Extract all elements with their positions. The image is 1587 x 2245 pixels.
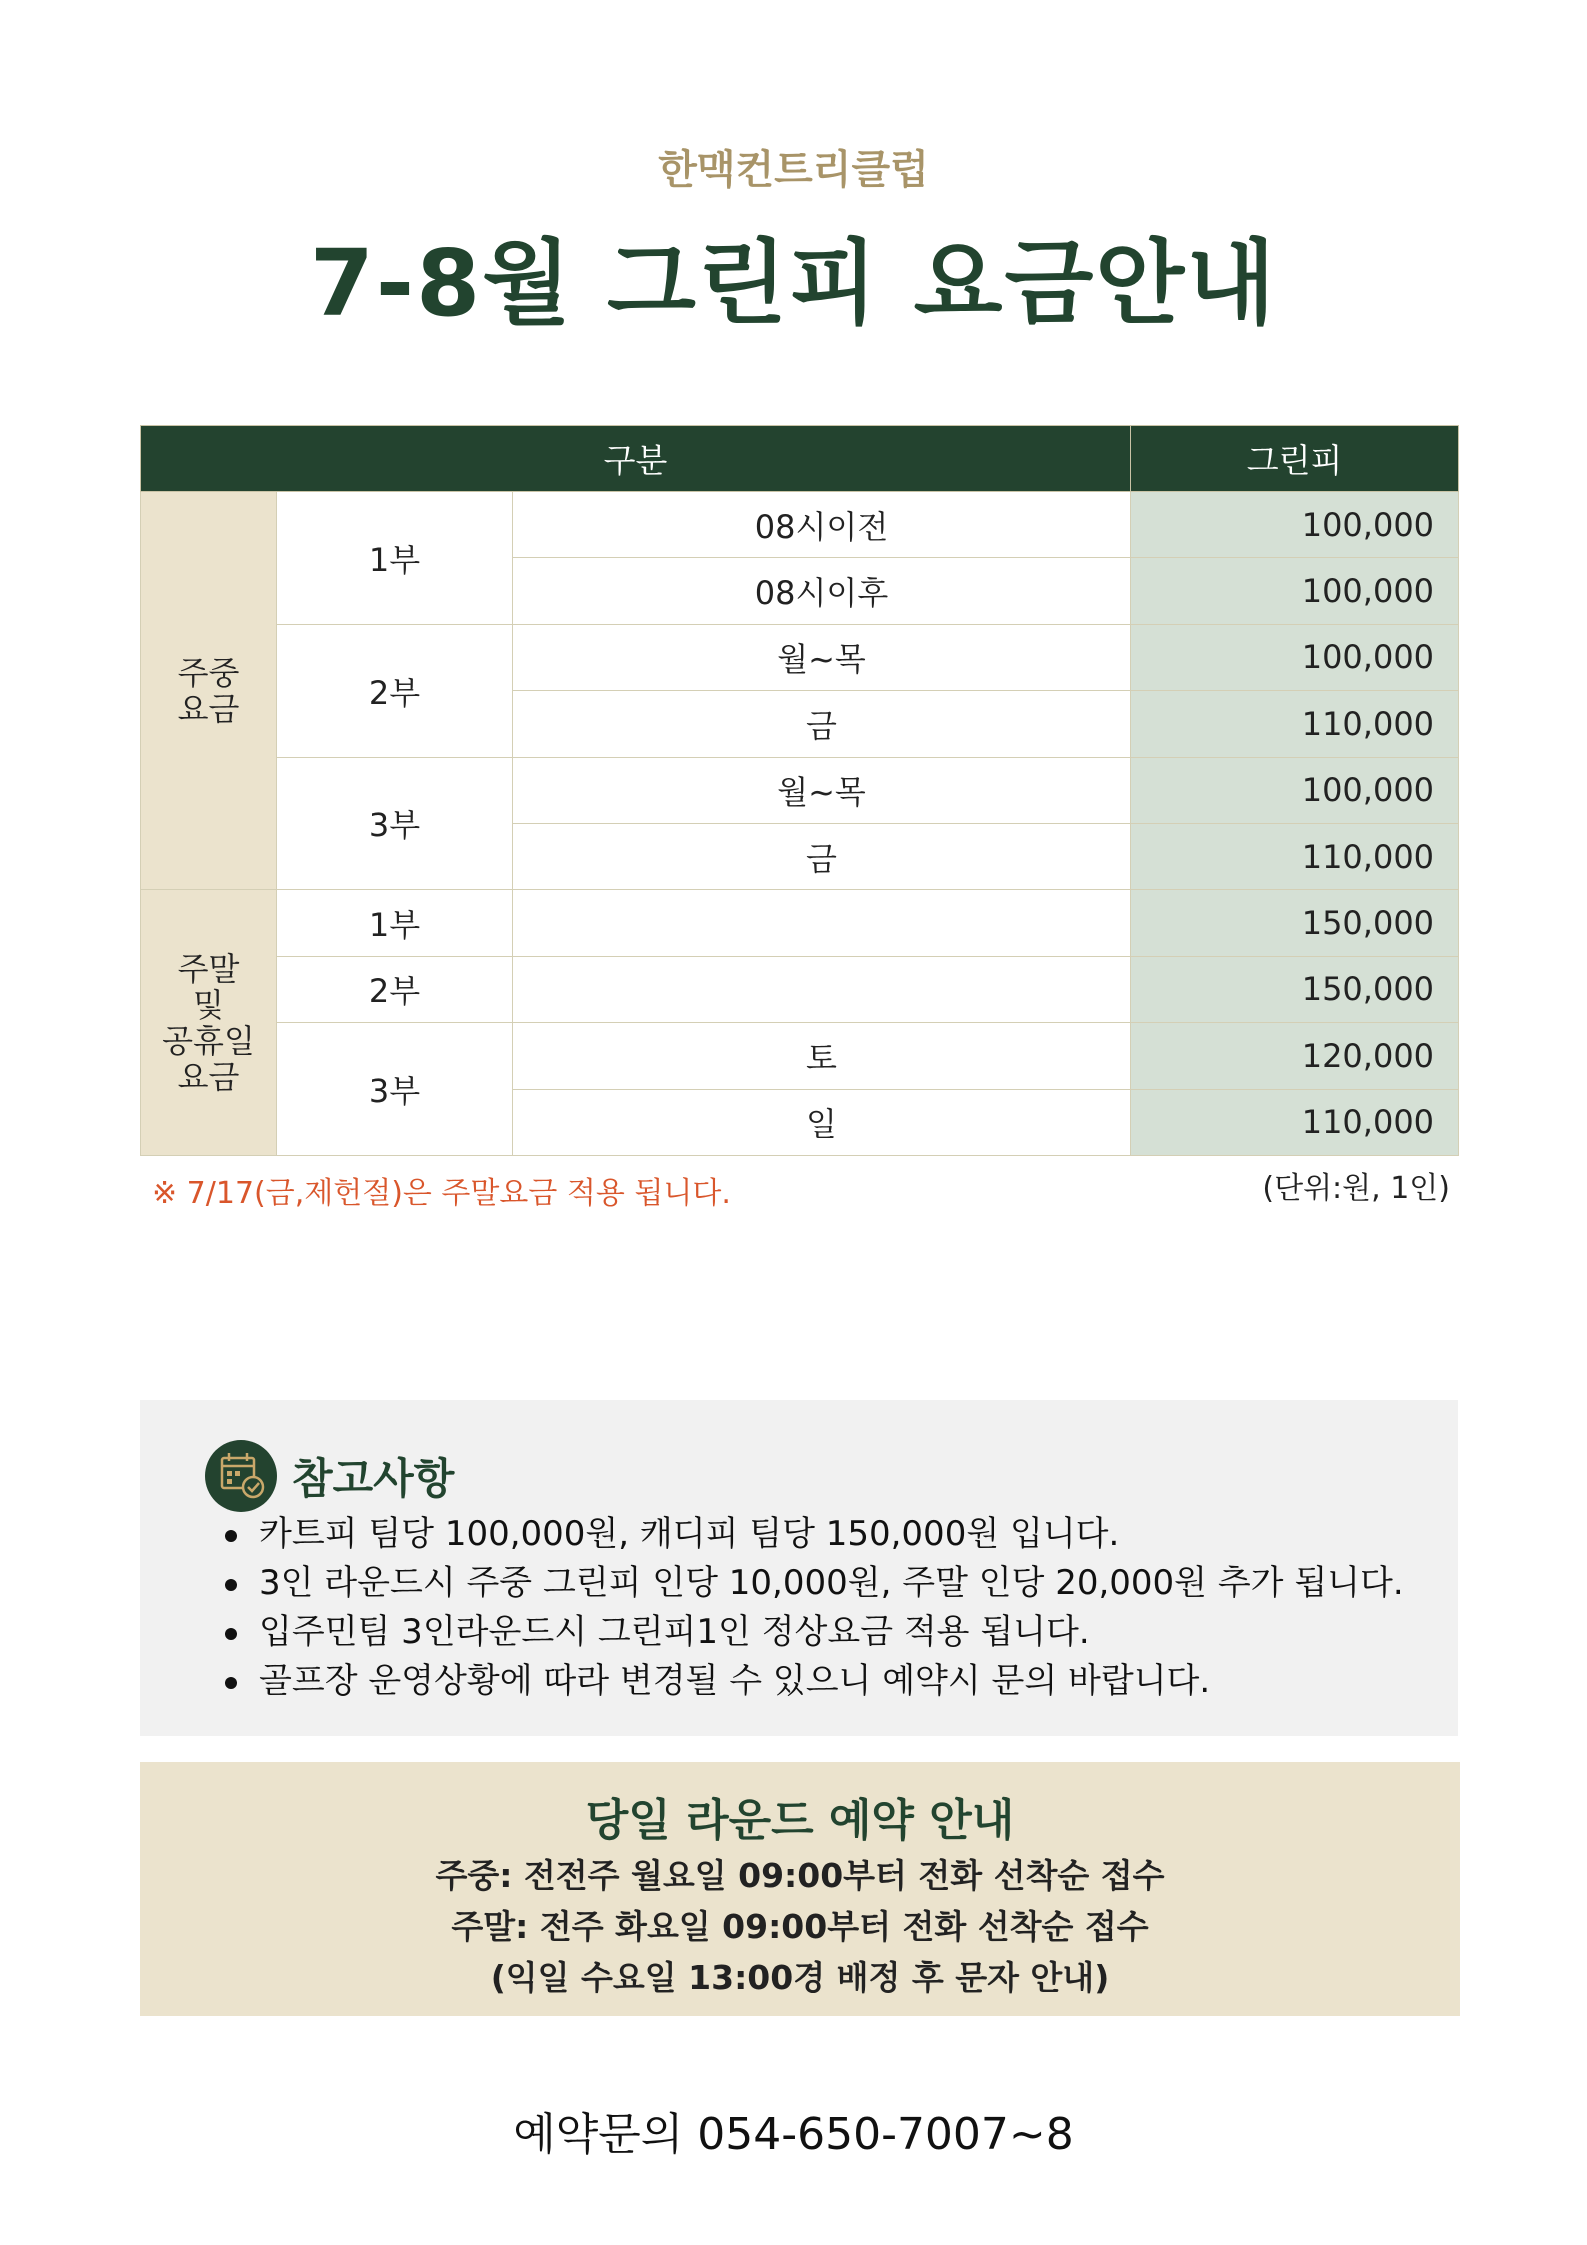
time-cell (513, 956, 1131, 1022)
time-cell: 08시이후 (513, 558, 1131, 624)
table-row (141, 757, 1459, 823)
fee-cell: 100,000 (1131, 757, 1459, 823)
part-label: 3부 (277, 1023, 513, 1156)
table-row (141, 492, 1459, 558)
fee-cell: 150,000 (1131, 890, 1459, 956)
sameday-line: (익일 수요일 13:00경 배정 후 문자 안내) (490, 1958, 1110, 1997)
club-name: 한맥컨트리클럽 (658, 147, 929, 193)
reference-list (225, 1510, 1404, 1706)
time-cell (513, 890, 1131, 956)
weekend-label: 주말 및 공휴일 요금 (141, 890, 277, 1156)
header-fee: 그린피 (1131, 426, 1459, 492)
part-label: 1부 (277, 492, 513, 625)
sameday-line: 주말: 전주 화요일 09:00부터 전화 선착순 접수 (451, 1907, 1149, 1946)
fee-cell: 120,000 (1131, 1023, 1459, 1089)
sameday-line: 주중: 전전주 월요일 09:00부터 전화 선착순 접수 (435, 1856, 1165, 1895)
calendar-check-icon (205, 1440, 277, 1512)
time-cell: 월~목 (513, 624, 1131, 690)
table-row (141, 624, 1459, 690)
table-row (141, 1023, 1459, 1089)
time-cell: 일 (513, 1089, 1131, 1155)
part-label: 2부 (277, 956, 513, 1022)
holiday-note: ※ 7/17(금,제헌절)은 주말요금 적용 됩니다. (152, 1176, 731, 1211)
list-item: 골프장 운영상황에 따라 변경될 수 있으니 예약시 문의 바랍니다. (225, 1657, 1404, 1706)
list-item: 3인 라운드시 주중 그린피 인당 10,000원, 주말 인당 20,000원 추가 됩니다. (225, 1559, 1404, 1608)
fee-cell: 150,000 (1131, 956, 1459, 1022)
header-category: 구분 (141, 426, 1131, 492)
table-row (141, 956, 1459, 1022)
fee-cell: 100,000 (1131, 492, 1459, 558)
time-cell: 토 (513, 1023, 1131, 1089)
reference-section (140, 1400, 1458, 1736)
sameday-section (140, 1762, 1460, 2016)
part-label: 3부 (277, 757, 513, 890)
fee-cell: 110,000 (1131, 823, 1459, 889)
list-item: 입주민팀 3인라운드시 그린피1인 정상요금 적용 됩니다. (225, 1608, 1404, 1657)
fee-cell: 100,000 (1131, 624, 1459, 690)
time-cell: 금 (513, 691, 1131, 757)
fee-cell: 100,000 (1131, 558, 1459, 624)
table-row (141, 890, 1459, 956)
weekday-label: 주중 요금 (141, 492, 277, 890)
time-cell: 금 (513, 823, 1131, 889)
part-label: 2부 (277, 624, 513, 757)
page-title: 7-8월 그린피 요금안내 (309, 230, 1278, 337)
fee-cell: 110,000 (1131, 1089, 1459, 1155)
contact-info: 예약문의 054-650-7007~8 (513, 2109, 1074, 2160)
table-header-row (141, 426, 1459, 492)
green-fee-table (140, 425, 1459, 1156)
reference-title: 참고사항 (292, 1454, 455, 1503)
fee-cell: 110,000 (1131, 691, 1459, 757)
unit-note: (단위:원, 1인) (1262, 1171, 1450, 1206)
part-label: 1부 (277, 890, 513, 956)
sameday-title: 당일 라운드 예약 안내 (585, 1795, 1015, 1846)
time-cell: 08시이전 (513, 492, 1131, 558)
list-item: 카트피 팀당 100,000원, 캐디피 팀당 150,000원 입니다. (225, 1510, 1404, 1559)
time-cell: 월~목 (513, 757, 1131, 823)
